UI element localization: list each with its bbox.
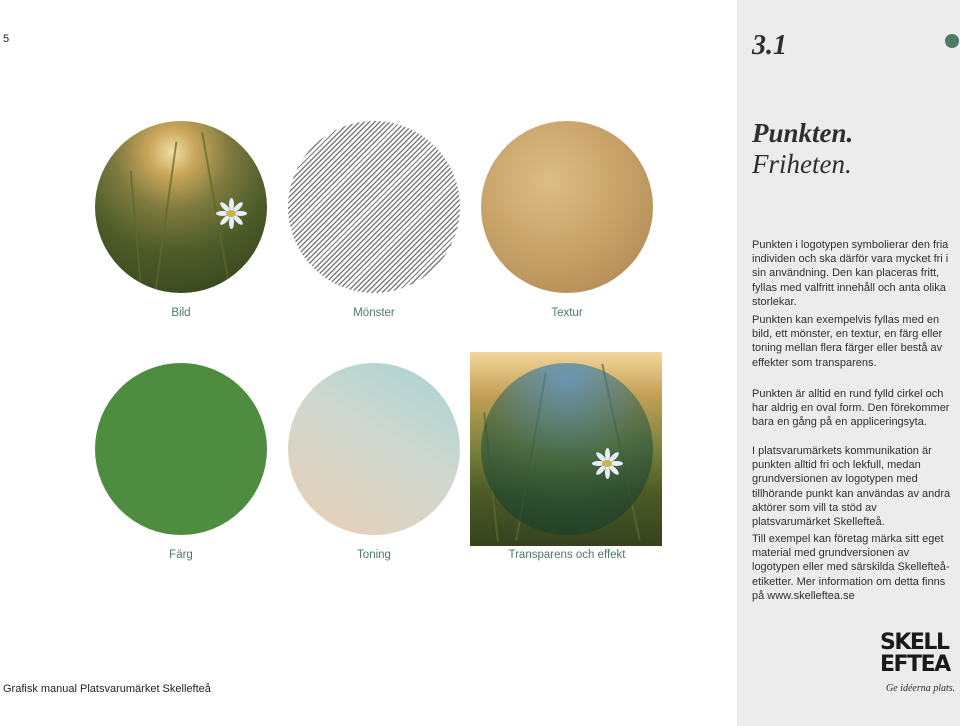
gradient-fill-circle (288, 363, 460, 535)
section-dot-icon (945, 34, 959, 48)
page-heading (752, 118, 853, 180)
transparency-fill-circle (481, 363, 653, 535)
example-label-color: Färg (169, 549, 193, 561)
example-label-gradient: Toning (357, 549, 391, 561)
section-number: 3.1 (752, 30, 787, 61)
image-fill-circle (95, 121, 267, 293)
body-paragraph-5: Till exempel kan företag märka sitt eget material med grundversionen av logotypen eller med särskilda Skellefteå-etiketter. Mer information om detta finns på www.skelleftea.se (752, 533, 950, 602)
body-paragraph-4: I platsvarumärkets kommunikation är punkten alltid fri och lekfull, medan grundversionen av logotypen med tillhörande punkt kan användas av andra aktörer som vill ta stöd av platsvarumärket Skellefteå. (752, 445, 951, 529)
body-paragraph-2: Punkten kan exempelvis fyllas med en bild, ett mönster, en textur, en färg eller toning mellan flera färger eller bestå av effekter som transparens. (752, 314, 943, 369)
color-fill-circle (95, 363, 267, 535)
example-label-image: Bild (171, 307, 191, 319)
heading-line-2: Friheten. (752, 149, 852, 179)
footer-title: Grafisk manual Platsvarumärket Skellefteå (3, 683, 211, 695)
body-paragraph-1: Punkten i logotypen symbolierar den fria individen och ska därför vara mycket fri i sin användning. Den kan placeras fritt, fyllas med valfritt innehåll och anta olika storlekar. (752, 239, 949, 308)
body-paragraph-3: Punkten är alltid en rund fylld cirkel och har aldrig en oval form. Den förekommer bara en gång på en appliceringsyta. (752, 388, 950, 429)
texture-fill-circle (481, 121, 653, 293)
example-label-transparency: Transparens och effekt (508, 549, 626, 561)
pattern-fill-circle (288, 121, 460, 293)
logo-line-2: EFTEA (880, 652, 950, 677)
example-label-pattern: Mönster (353, 307, 395, 319)
logo-tagline: Ge idéerna plats. (886, 683, 956, 694)
logo-line-1: SKELL (880, 630, 949, 655)
example-label-texture: Textur (551, 307, 583, 319)
page-number: 5 (3, 33, 10, 45)
heading-line-1: Punkten. (752, 118, 854, 148)
skelleftea-logo (880, 632, 958, 676)
